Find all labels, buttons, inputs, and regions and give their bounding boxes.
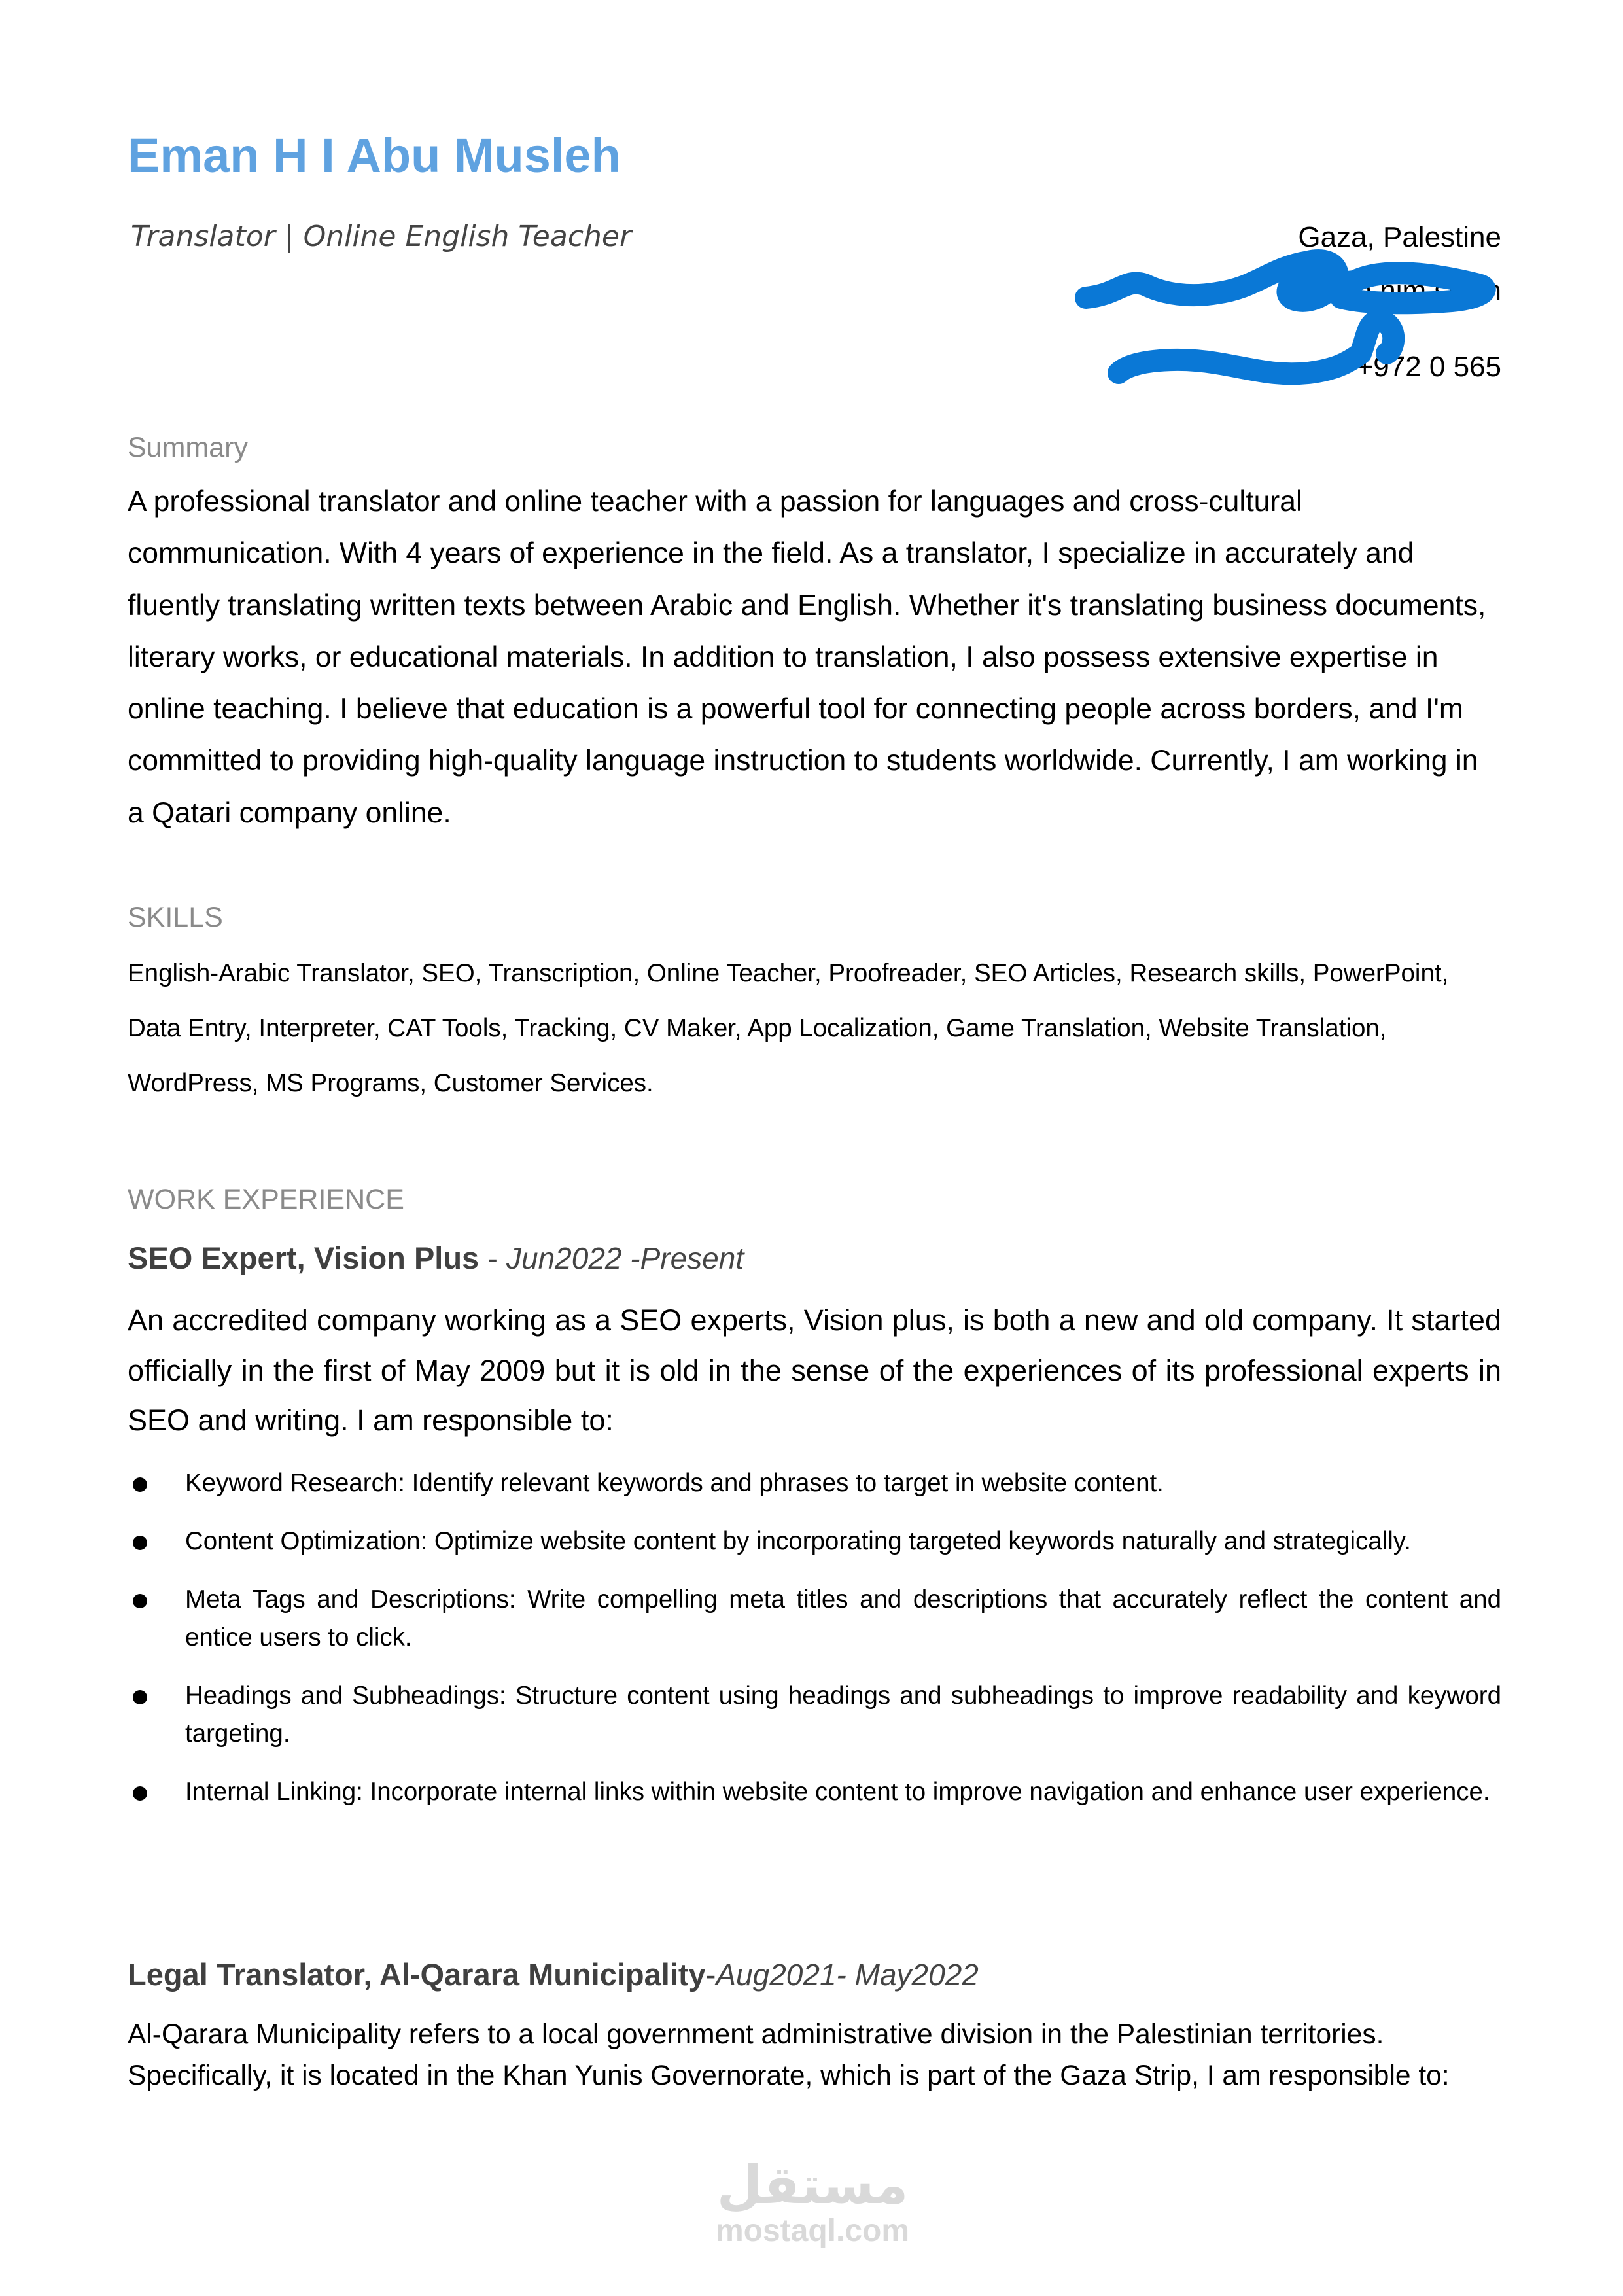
summary-text: A professional translator and online teacher with a passion for languages and cross-cultural communication. With 4 years of experience in the field. As a translator, I specialize in accurately and fluently translating written texts between Arabic and English. Whether it's translating business documents, literary works, or educational materials. In addition to translation, I also possess extensive expertise in online teaching. I believe that education is a powerful tool for connecting people across borders, and I'm committed to providing high-quality language instruction to students worldwide. Currently, I am working in a Qatari company online. bbox=[128, 486, 1486, 829]
job-heading bbox=[128, 1240, 744, 1276]
email-redacted: em nim ssi m bbox=[1331, 275, 1501, 307]
candidate-title: Translator | Online English Teacher bbox=[131, 220, 632, 253]
summary-heading: Summary bbox=[128, 432, 248, 463]
location: Gaza, Palestine bbox=[1298, 221, 1501, 253]
list-item-text: Headings and Subheadings: Structure content using headings and subheadings to improve readability and keyword targeting. bbox=[185, 1682, 1501, 1748]
work-experience-heading: WORK EXPERIENCE bbox=[128, 1184, 404, 1215]
watermark-latin: mostaql.com bbox=[715, 2214, 910, 2248]
job-separator: - bbox=[705, 1957, 716, 1992]
list-item-text: Internal Linking: Incorporate internal links within website content to improve navigation and enhance user experience. bbox=[185, 1778, 1490, 1806]
watermark-arabic: مستقل bbox=[716, 2155, 909, 2216]
candidate-name: Eman H I Abu Musleh bbox=[128, 128, 621, 183]
skills-list: English-Arabic Translator, SEO, Transcription, Online Teacher, Proofreader, SEO Articles, Research skills, PowerPoint, Data Entry, Interpreter, CAT Tools, Tracking, CV Maker, App Localization, Game Translation, Website Translation, WordPress, MS Programs, Customer Services. bbox=[128, 959, 1449, 1097]
bullet-icon bbox=[133, 1536, 147, 1550]
job-dates: Aug2021- May2022 bbox=[716, 1958, 979, 1992]
job-role: SEO Expert, Vision Plus bbox=[128, 1241, 480, 1275]
job-separator: - bbox=[479, 1241, 506, 1275]
list-item bbox=[128, 1464, 1501, 1502]
list-item bbox=[128, 1523, 1501, 1561]
job-dates: Jun2022 -Present bbox=[506, 1241, 744, 1275]
list-item-text: Keyword Research: Identify relevant keywords and phrases to target in website content. bbox=[185, 1469, 1164, 1497]
job-heading bbox=[128, 1956, 979, 1992]
bullet-icon bbox=[133, 1477, 147, 1492]
phone-redacted: +972 0 565 bbox=[1356, 351, 1501, 383]
responsibilities-list bbox=[128, 1464, 1501, 1831]
bullet-icon bbox=[133, 1786, 147, 1801]
list-item-text: Content Optimization: Optimize website content by incorporating targeted keywords naturally and strategically. bbox=[185, 1527, 1411, 1555]
list-item bbox=[128, 1677, 1501, 1753]
watermark-logo bbox=[714, 2156, 911, 2248]
job-description: An accredited company working as a SEO experts, Vision plus, is both a new and old company. It started officially in the first of May 2009 but it is old in the sense of the experiences of its professional experts in SEO and writing. I am responsible to: bbox=[128, 1303, 1501, 1437]
list-item bbox=[128, 1581, 1501, 1657]
bullet-icon bbox=[133, 1594, 147, 1608]
list-item bbox=[128, 1773, 1501, 1811]
bullet-icon bbox=[133, 1690, 147, 1704]
skills-heading: SKILLS bbox=[128, 902, 223, 933]
job-description: Al-Qarara Municipality refers to a local government administrative division in the Palestinian territories. Specifically, it is located in the Khan Yunis Governorate, which is part of the Gaza Strip, I am responsible to: bbox=[128, 2019, 1450, 2091]
list-item-text: Meta Tags and Descriptions: Write compelling meta titles and descriptions that accurately reflect the content and entice users to click. bbox=[185, 1585, 1501, 1651]
job-role: Legal Translator, Al-Qarara Municipality bbox=[128, 1957, 706, 1992]
